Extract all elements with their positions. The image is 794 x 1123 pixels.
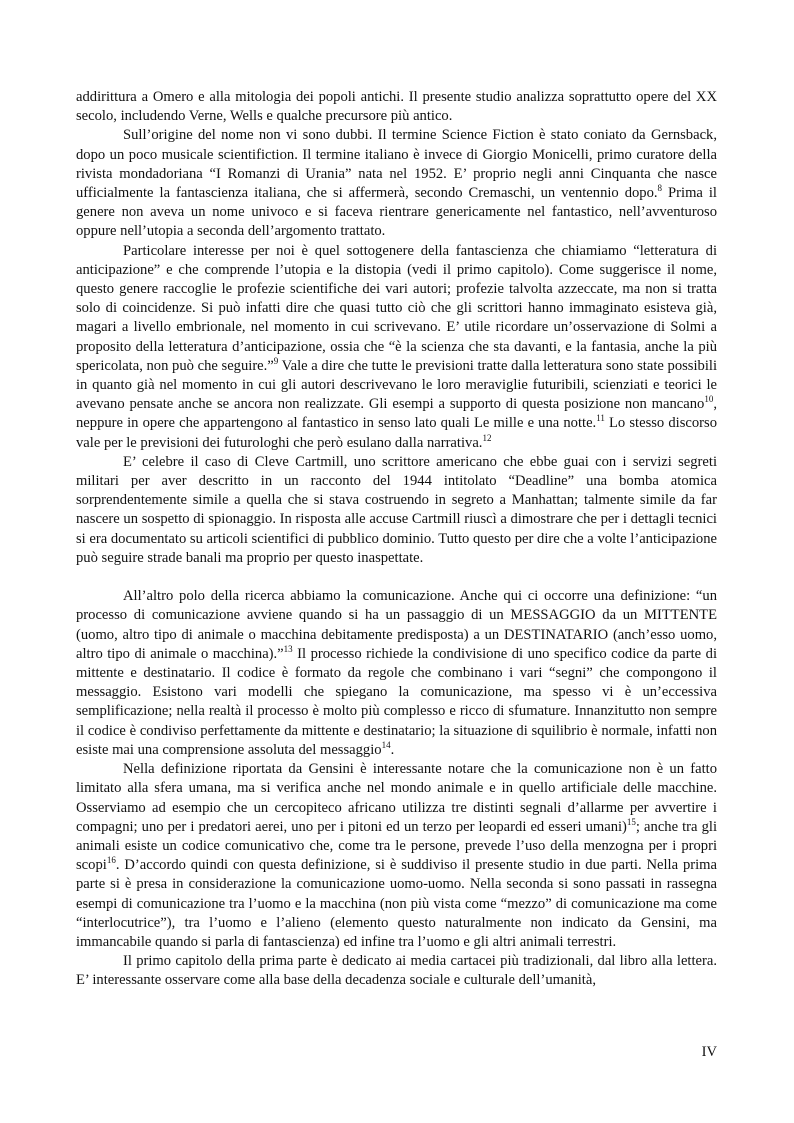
paragraph-2 xyxy=(76,126,717,241)
text-run: Vale a dire che tutte le previsioni tratte dalla letteratura sono state possibili in quanto già nel momento in cui gli autori descrivevano le loro meraviglie futuribili, scienziati e teorici le avevano pensate anche se ancora non realizzate. Gli esempi a supporto di questa posizione non mancano xyxy=(76,357,717,413)
page-number: IV xyxy=(701,1044,717,1060)
footnote-marker: 8 xyxy=(657,183,663,194)
text-run: Il processo richiede la condivisione di uno specifico codice da parte di mittente e destinatario. Il codice è formato da regole che combinano i vari “segni” che compongono il messaggio. Esistono vari modelli che spiegano la comunicazione, ma spesso vi è un’eccessiva semplificazione; nella realtà il processo è molto più complesso e ricco di sfumature. Innanzitutto non sempre il codice è condiviso perfettamente da mittente e destinatario; la situazione di squilibrio è normale, infatti non esiste mai una comprensione assoluta del messaggio xyxy=(76,645,718,758)
footnote-marker: 10 xyxy=(704,394,714,405)
paragraph-5 xyxy=(76,587,717,760)
footnote-marker: 16 xyxy=(106,855,116,866)
text-run: ; anche tra gli animali esiste un codice comunicativo che, come tra le persone, prevede l’uso della menzogna per i propri scopi xyxy=(76,818,717,874)
text-run: . xyxy=(390,741,395,758)
footnote-marker: 15 xyxy=(626,816,636,827)
page-body xyxy=(76,88,717,991)
text-run: Prima il genere non aveva un nome univoco e si faceva rientrare genericamente nel fantastico, nell’avventuroso oppure nell’utopia a seconda dell’argomento trattato. xyxy=(76,185,717,240)
text-run: E’ celebre il caso di Cleve Cartmill, uno scrittore americano che ebbe guai con i servizi segreti militari per aver descritto in un racconto del 1944 intitolato “Deadline” una bomba atomica sorprendentemente simile a quella che si stava costruendo in segreto a Manhattan; talmente simile da far nascere un sospetto di spionaggio. In risposta alle accuse Cartmill riuscì a dimostrare che per i dettagli tecnici si era documentato su articoli scientifici di pubblico dominio. Tutto questo per dire che a volte l’anticipazione può seguire strade banali ma proprio per questo inaspettate. xyxy=(76,453,717,566)
footnote-marker: 13 xyxy=(283,643,293,654)
footnote-marker: 11 xyxy=(596,413,605,424)
paragraph-4 xyxy=(76,453,717,568)
text-run: , neppure in opere che appartengono al fantastico in senso lato quali Le mille e una notte. xyxy=(76,396,717,432)
footnote-marker: 9 xyxy=(273,355,279,366)
paragraph-7 xyxy=(76,952,717,990)
text-run: Lo stesso discorso vale per le previsioni dei futurologhi che però esulano dalla narrativa. xyxy=(76,415,717,451)
paragraph-1 xyxy=(76,88,717,126)
footnote-marker: 14 xyxy=(381,739,391,750)
paragraph-3 xyxy=(76,242,717,453)
text-run: All’altro polo della ricerca abbiamo la comunicazione. Anche qui ci occorre una definizione: “un processo di comunicazione avviene quando si ha un passaggio di un MESSAGGIO da un MITTENTE (uomo, altro tipo di animale o macchina debitamente predisposta) a un DESTINATARIO (anch’esso uomo, altro tipo di animale o macchina).” xyxy=(76,588,717,662)
text-run: Nella definizione riportata da Gensini è interessante notare che la comunicazione non è un fatto limitato alla sfera umana, ma si verifica anche nel mondo animale e in quello artificiale delle macchine. Osserviamo ad esempio che un cercopiteco africano utilizza tre distinti segnali d’allarme per avvertire i compagni; uno per i predatori aerei, uno per i pitoni ed un terzo per leopardi ed esseri umani) xyxy=(76,761,717,835)
text-run: addirittura a Omero e alla mitologia dei popoli antichi. Il presente studio analizza soprattutto opere del XX secolo, includendo Verne, Wells e qualche precursore più antico. xyxy=(76,89,717,125)
text-run: Il primo capitolo della prima parte è dedicato ai media cartacei più tradizionali, dal libro alla lettera. E’ interessante osservare come alla base della decadenza sociale e culturale dell’umanità, xyxy=(76,953,717,989)
paragraph-6 xyxy=(76,760,717,952)
text-run: Sull’origine del nome non vi sono dubbi. Il termine Science Fiction è stato coniato da Gernsback, dopo un poco musicale scientifiction. Il termine italiano è invece di Giorgio Monicelli, primo curatore della rivista mondadoriana “I Romanzi di Urania” nata nel 1952. E’ proprio negli anni Cinquanta che nasce ufficialmente la fantascienza italiana, che si affermerà, secondo Cremaschi, un ventennio dopo. xyxy=(76,127,717,202)
text-run: Particolare interesse per noi è quel sottogenere della fantascienza che chiamiamo “letteratura di anticipazione” e che comprende l’utopia e la distopia (vedi il primo capitolo). Come suggerisce il nome, questo genere raccoglie le profezie scientifiche dei vari autori; profezie talvolta azzeccate, ma non si tratta solo di coincidenze. Si può infatti dire che quasi tutto ciò che gli scrittori hanno immaginato esisteva già, magari a livello embrionale, nel momento in cui scrivevano. E’ utile ricordare un’osservazione di Solmi a proposito della letteratura d’anticipazione, ossia che “è la scienza che sta davanti, e la fantasia, anche la più spericolata, non può che seguire.” xyxy=(76,242,717,374)
text-run: . D’accordo quindi con questa definizione, si è suddiviso il presente studio in due parti. Nella prima parte si è presa in considerazione la comunicazione uomo-uomo. Nella seconda si sono passati in rassegna esempi di comunicazione tra l’uomo e la macchina (non più vista come “mezzo” di comunicazione ma come “interlocutrice”), tra l’uomo e l’alieno (elemento questo naturalmente non indicato da Gensini, ma immancabile quando si parla di fantascienza) ed infine tra l’uomo e gli altri animali terrestri. xyxy=(76,857,717,950)
footnote-marker: 12 xyxy=(482,432,492,443)
